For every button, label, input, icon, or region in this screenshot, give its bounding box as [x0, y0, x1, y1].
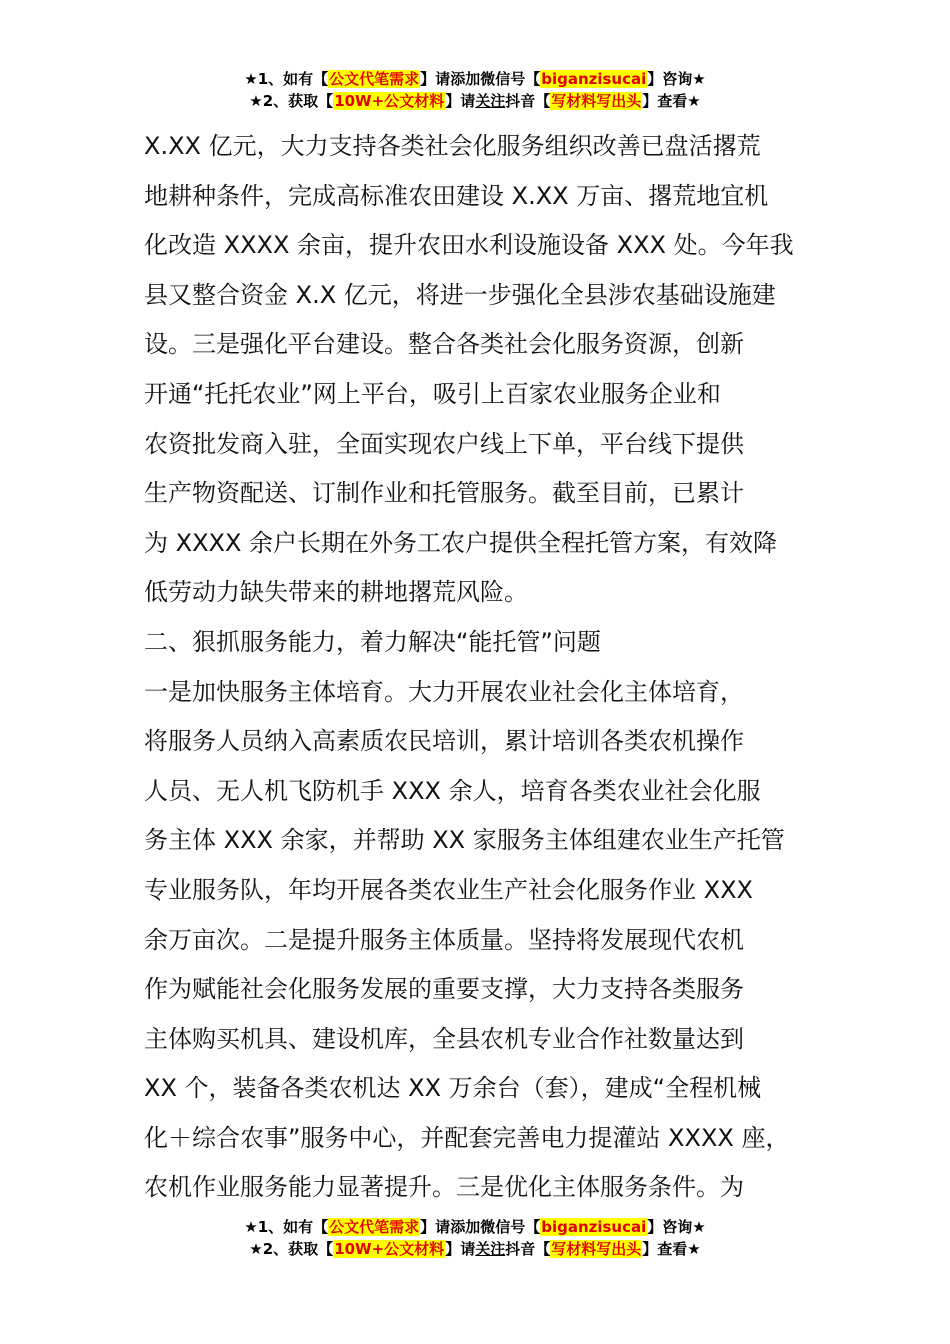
banner-highlight: 公文代笔需求 [329, 1218, 420, 1236]
text-line: 主体购买机具、建设机库，全县农机专业合作社数量达到 [144, 1024, 744, 1053]
banner-text: 添加 [450, 70, 481, 88]
banner-text: 】请 [420, 70, 451, 88]
text-line: 一是加快服务主体培育。大力开展农业社会化主体培育， [144, 677, 744, 706]
text-line: 专业服务队，年均开展各类农业生产社会化服务作业 XXX [144, 875, 753, 904]
banner-text: 关注 [475, 1240, 506, 1258]
text-line: 作为赋能社会化服务发展的重要支撑，大力支持各类服务 [144, 975, 744, 1004]
banner-text: 抖音【 [505, 1240, 551, 1258]
banner-line-1 [0, 68, 950, 90]
banner-text: 】咨询★ [647, 70, 706, 88]
document-body [144, 122, 824, 1213]
text-line: 化＋综合农事”服务中心，并配套完善电力提灌站 XXXX 座， [144, 1123, 790, 1152]
banner-highlight: 10W+公文材料 [334, 1240, 445, 1258]
banner-text: 】请 [445, 92, 476, 110]
banner-highlight: biganzisucai [541, 1218, 647, 1236]
text-line: 设。三是强化平台建设。整合各类社会化服务资源，创新 [144, 330, 744, 359]
banner-line-1 [0, 1216, 950, 1238]
footer-banner [0, 1216, 950, 1260]
text-line: 人员、无人机飞防机手 XXX 余人，培育各类农业社会化服 [144, 776, 761, 805]
text-line: 生产物资配送、订制作业和托管服务。截至目前，已累计 [144, 479, 744, 508]
text-line: 将服务人员纳入高素质农民培训，累计培训各类农机操作 [144, 727, 744, 756]
banner-highlight: biganzisucai [541, 70, 647, 88]
banner-text: 】请 [445, 1240, 476, 1258]
banner-text: 微信号【 [480, 1218, 541, 1236]
banner-text: ★2、获取【 [249, 1240, 334, 1258]
banner-text: ★1、如有【 [244, 70, 329, 88]
text-line: X.XX 亿元，大力支持各类社会化服务组织改善已盘活撂荒 [144, 132, 761, 160]
banner-text: 微信号【 [480, 70, 541, 88]
banner-text: 抖音【 [505, 92, 551, 110]
banner-line-2 [0, 90, 950, 112]
banner-text: 】查看★ [642, 92, 701, 110]
text-line: 化改造 XXXX 余亩，提升农田水利设施设备 XXX 处。今年我 [144, 231, 794, 260]
text-line: XX 个，装备各类农机达 XX 万余台（套），建成“全程机械 [144, 1074, 762, 1103]
text-line: 农资批发商入驻，全面实现农户线上下单，平台线下提供 [144, 429, 744, 458]
text-line: 低劳动力缺失带来的耕地撂荒风险。 [144, 578, 528, 607]
text-line: 农机作业服务能力显著提升。三是优化主体服务条件。为 [144, 1173, 744, 1202]
text-line: 开通“托托农业”网上平台，吸引上百家农业服务企业和 [144, 379, 721, 408]
banner-text: 关注 [475, 92, 506, 110]
header-banner [0, 68, 950, 112]
banner-highlight: 写材料写出头 [551, 1240, 642, 1258]
text-line: 地耕种条件，完成高标准农田建设 X.XX 万亩、撂荒地宜机 [144, 181, 769, 210]
banner-text: 添加 [450, 1218, 481, 1236]
banner-text: 】咨询★ [647, 1218, 706, 1236]
banner-highlight: 10W+公文材料 [334, 92, 445, 110]
banner-line-2 [0, 1238, 950, 1260]
banner-text: ★1、如有【 [244, 1218, 329, 1236]
section-heading: 二、狠抓服务能力，着力解决“能托管”问题 [144, 627, 601, 656]
banner-highlight: 公文代笔需求 [329, 70, 420, 88]
banner-text: 】查看★ [642, 1240, 701, 1258]
text-line: 县又整合资金 X.X 亿元，将进一步强化全县涉农基础设施建 [144, 280, 776, 309]
banner-text: 】请 [420, 1218, 451, 1236]
text-line: 为 XXXX 余户长期在外务工农户提供全程托管方案，有效降 [144, 528, 778, 557]
banner-highlight: 写材料写出头 [551, 92, 642, 110]
text-line: 余万亩次。二是提升服务主体质量。坚持将发展现代农机 [144, 925, 744, 954]
text-line: 务主体 XXX 余家，并帮助 XX 家服务主体组建农业生产托管 [144, 826, 785, 855]
banner-text: ★2、获取【 [249, 92, 334, 110]
